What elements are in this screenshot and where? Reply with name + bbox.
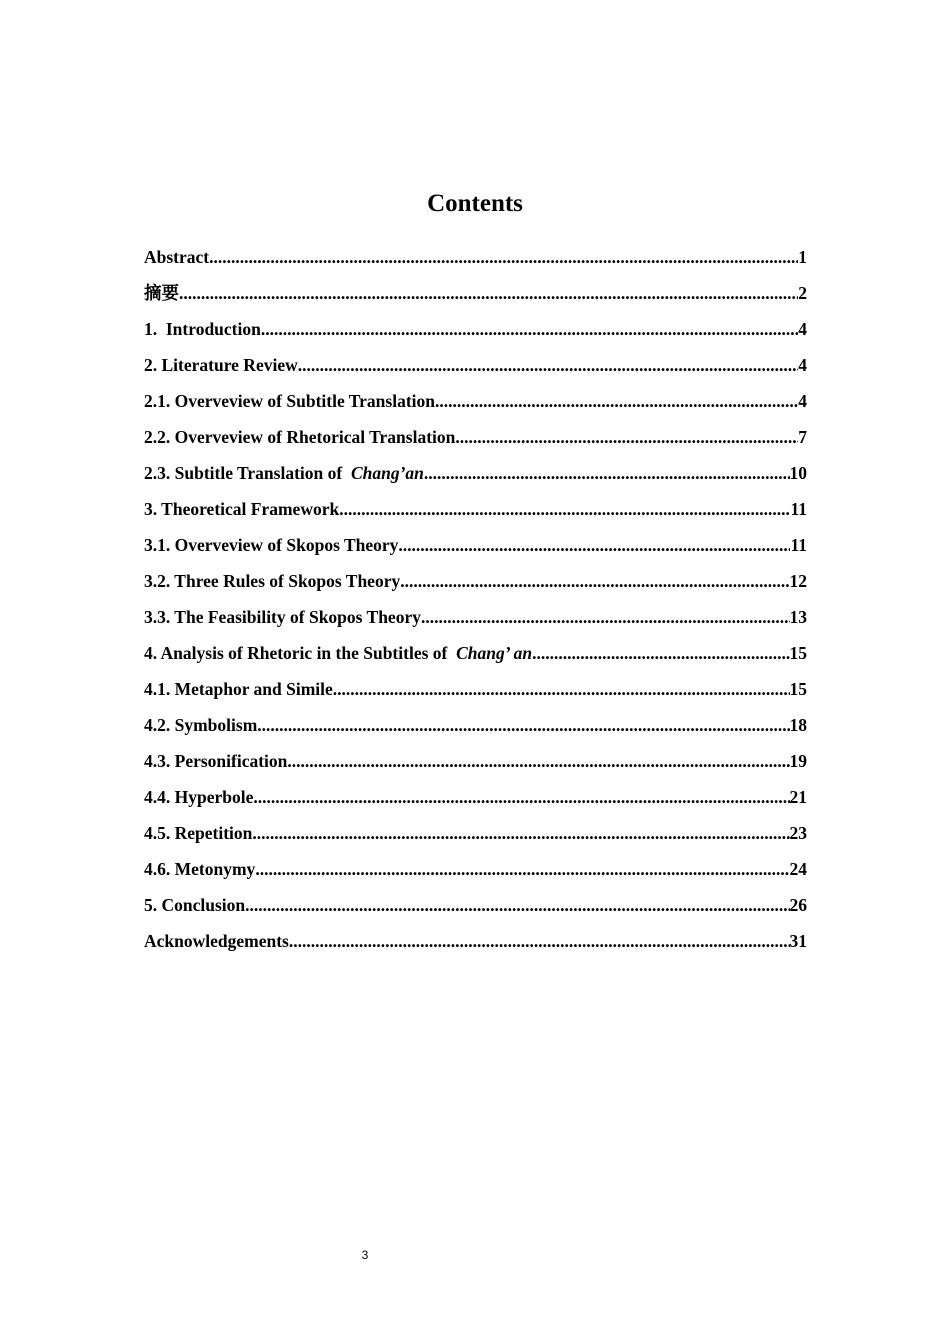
toc-entry-label: 4.3. Personification [144, 751, 288, 771]
toc-entry[interactable] [144, 712, 807, 748]
toc-dot-leader [398, 532, 790, 558]
toc-entry-label: 4.2. Symbolism [144, 715, 258, 735]
toc-entry[interactable] [144, 892, 807, 928]
toc-entry-page: 26 [789, 895, 807, 915]
toc-dot-leader [424, 460, 790, 486]
toc-entry-label: 4. Analysis of Rhetoric in the Subtitles of Chang’ an [144, 643, 533, 663]
toc-entry-label: 4.1. Metaphor and Simile [144, 679, 333, 699]
toc-entry[interactable] [144, 280, 807, 316]
toc-entry-label: 2.3. Subtitle Translation of Chang’an [144, 463, 424, 483]
toc-entry-page: 2 [798, 283, 807, 303]
toc-entry[interactable] [144, 352, 807, 388]
toc-dot-leader [532, 640, 789, 666]
toc-entry-page: 10 [789, 463, 807, 483]
toc-dot-leader [400, 568, 789, 594]
toc-entry-label: 1. Introduction [144, 319, 261, 339]
toc-entry[interactable] [144, 496, 807, 532]
page-title: Contents [427, 190, 523, 217]
table-of-contents [144, 244, 807, 964]
toc-entry-label: 3.2. Three Rules of Skopos Theory [144, 571, 401, 591]
toc-dot-leader [252, 820, 789, 846]
toc-entry[interactable] [144, 316, 807, 352]
toc-entry-label: 3.1. Overveview of Skopos Theory [144, 535, 399, 555]
toc-dot-leader [245, 892, 789, 918]
toc-entry-page: 7 [798, 427, 807, 447]
toc-entry-label: 4.4. Hyperbole [144, 787, 254, 807]
toc-entry-page: 12 [789, 571, 807, 591]
toc-entry-label: 2.2. Overveview of Rhetorical Translation [144, 427, 456, 447]
toc-entry-page: 1 [798, 247, 807, 267]
toc-dot-leader [179, 280, 798, 306]
toc-entry-label: 3.3. The Feasibility of Skopos Theory [144, 607, 421, 627]
toc-entry-page: 24 [789, 859, 807, 879]
toc-dot-leader [287, 748, 789, 774]
toc-entry[interactable] [144, 388, 807, 424]
toc-entry[interactable] [144, 568, 807, 604]
toc-dot-leader [298, 352, 799, 378]
toc-entry-label: 2.1. Overveview of Subtitle Translation [144, 391, 436, 411]
toc-entry[interactable] [144, 676, 807, 712]
toc-entry-page: 4 [798, 355, 807, 375]
toc-entry-label: 摘要 [144, 283, 179, 303]
toc-dot-leader [421, 604, 790, 630]
toc-entry-label: 3. Theoretical Framework [144, 499, 340, 519]
toc-entry[interactable] [144, 928, 807, 964]
toc-entry-page: 11 [790, 535, 807, 555]
toc-entry-page: 15 [789, 643, 807, 663]
toc-dot-leader [339, 496, 790, 522]
toc-entry-label: 2. Literature Review [144, 355, 298, 375]
toc-entry-page: 23 [789, 823, 807, 843]
toc-entry[interactable] [144, 640, 807, 676]
toc-dot-leader [435, 388, 798, 414]
toc-entry-label: Acknowledgements [144, 931, 289, 951]
toc-entry[interactable] [144, 244, 807, 280]
toc-dot-leader [255, 856, 789, 882]
toc-entry-page: 11 [790, 499, 807, 519]
toc-entry[interactable] [144, 604, 807, 640]
toc-entry[interactable] [144, 784, 807, 820]
toc-entry[interactable] [144, 424, 807, 460]
toc-dot-leader [209, 244, 798, 270]
toc-entry-page: 13 [789, 607, 807, 627]
toc-dot-leader [455, 424, 798, 450]
toc-entry-label: 4.5. Repetition [144, 823, 253, 843]
toc-entry-page: 15 [789, 679, 807, 699]
toc-entry[interactable] [144, 820, 807, 856]
toc-entry-page: 4 [798, 319, 807, 339]
page-number: 3 [361, 1248, 369, 1262]
toc-entry-label: 4.6. Metonymy [144, 859, 256, 879]
toc-entry-page: 19 [789, 751, 807, 771]
toc-dot-leader [253, 784, 789, 810]
toc-dot-leader [257, 712, 789, 738]
toc-entry-page: 31 [789, 931, 807, 951]
toc-entry[interactable] [144, 856, 807, 892]
toc-entry-page: 4 [798, 391, 807, 411]
toc-dot-leader [333, 676, 790, 702]
toc-entry-label: 5. Conclusion [144, 895, 246, 915]
toc-entry-page: 18 [789, 715, 807, 735]
toc-dot-leader [289, 928, 790, 954]
toc-entry[interactable] [144, 460, 807, 496]
toc-entry[interactable] [144, 748, 807, 784]
toc-entry-label: Abstract [144, 247, 210, 267]
toc-dot-leader [261, 316, 798, 342]
toc-entry-page: 21 [789, 787, 807, 807]
toc-entry[interactable] [144, 532, 807, 568]
